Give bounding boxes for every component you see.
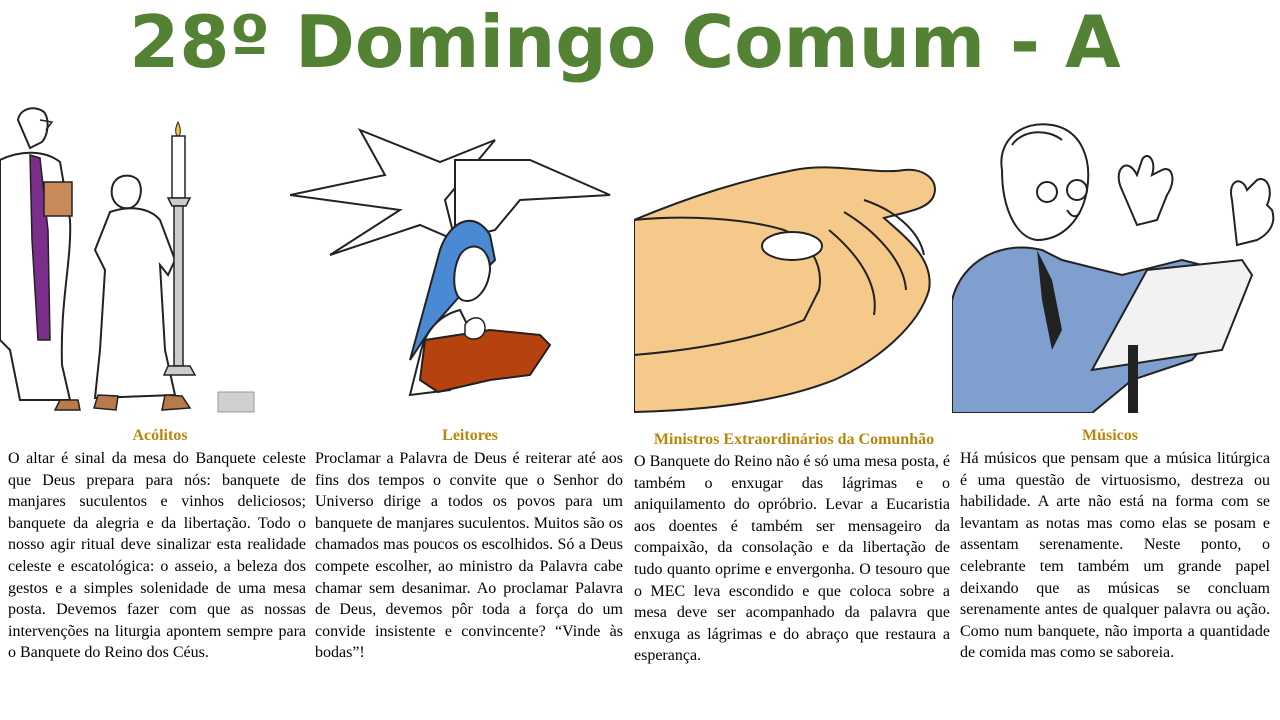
musician-illustration: [952, 100, 1280, 413]
text-leitores: Proclamar a Palavra de Deus é reiterar até aos fins dos tempos o convite que o Senhor do Universo dirige a todos os povos para um banquete de manjares suculentos. Muitos são os chamados mas poucos os escolhidos. Só a Deus compete escolher, ao ministro da Palavra cabe chamar sem desanimar. Ao proclamar Palavra de Deus, devemos pôr toda a força do um convide insistente e convincente? “Vinde às bodas”!: [315, 450, 623, 662]
text-musicos: Há músicos que pensam que a música litúrgica é uma questão de virtuosismo, destreza ou habilidade. A arte não está na forma com se levantam as notas mas como elas se posam e assentam serenamente. Neste ponto, o celebrante tem também um grande papel deixando que as músicas se concluam serenamente antes de qualquer palavra ou ação. Como num banquete, não importa a quantidade de comida mas como se saboreia.: [960, 450, 1270, 662]
reader-illustration: [290, 100, 620, 413]
heading-ministros: Ministros Extraordinários da Comunhão: [653, 431, 935, 448]
text-ministros: O Banquete do Reino não é só uma mesa posta, é também o enxugar das lágrimas e o aniquilamento do opróbrio. Levar a Eucaristia aos doentes é também ser mensageiro da compaixão, da consolação e da libertação de tudo quanto oprime e envergonha. O tesouro que o MEC leva escondido e que coloca sobre a mesa deve ser acompanhado da palavra que enxuga as lágrimas e do abraço que restaura a esperança.: [634, 453, 950, 665]
page-title: 28º Domingo Comum - A: [129, 0, 1121, 84]
acolytes-illustration: [0, 100, 255, 413]
hands-host-illustration: [634, 100, 950, 413]
text-acolitos: O altar é sinal da mesa do Banquete celeste que Deus prepara para nós: banquete de manjares suculentos e vinhos deliciosos; banquete da alegria e da libertação. Todo o nosso agir ritual deve sinalizar esta realidade celeste e escatológica: o asseio, a beleza dos gestos e a simples solenidade de uma mesa posta. Devemos fazer com que as nossas intervenções na liturgia apontem sempre para o Banquete do Reino dos Céus.: [8, 450, 306, 662]
heading-musicos: Músicos: [1082, 427, 1138, 444]
heading-leitores: Leitores: [442, 427, 498, 444]
heading-acolitos: Acólitos: [132, 427, 188, 444]
